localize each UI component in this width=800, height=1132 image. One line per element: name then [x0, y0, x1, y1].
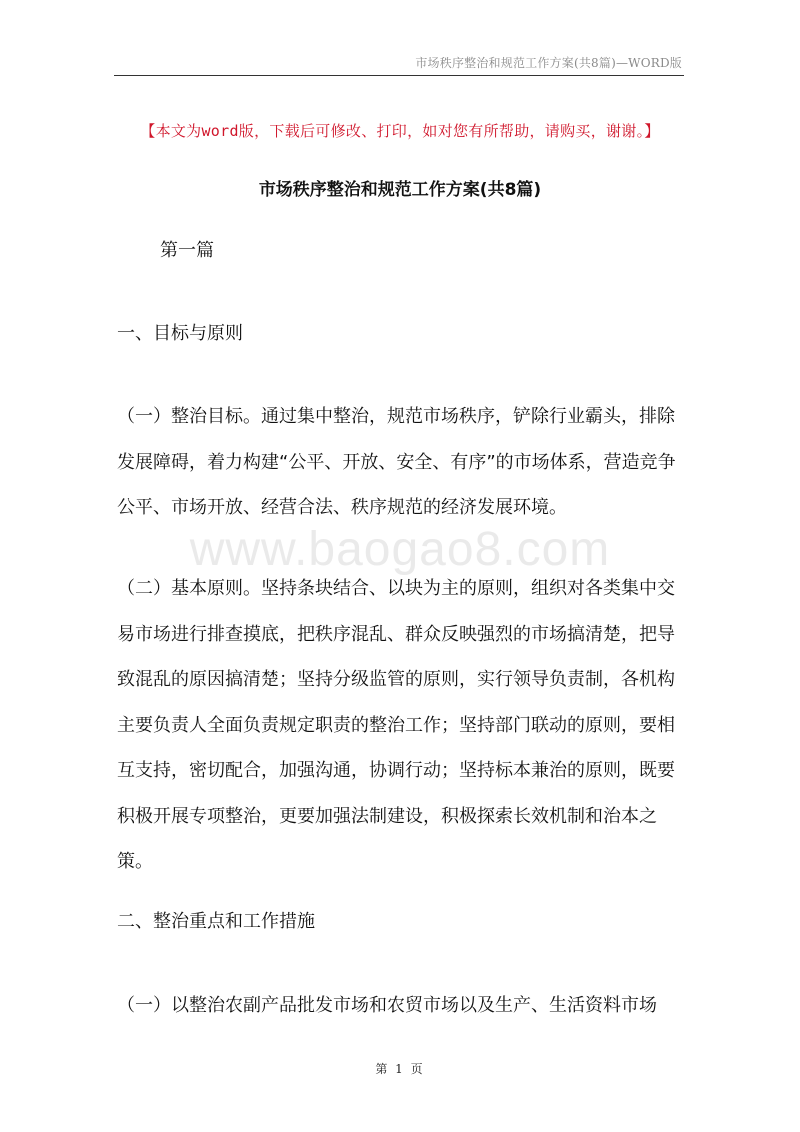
part-label: 第一篇: [160, 240, 214, 261]
paragraph-measures-start: （一）以整治农副产品批发市场和农贸市场以及生产、生活资料市场: [117, 995, 657, 1016]
page-number: 第 1 页: [375, 1062, 425, 1076]
section-heading-1: 一、目标与原则: [117, 323, 243, 344]
header-divider: [114, 75, 684, 76]
watermark-text: www.baogao8.com: [189, 523, 611, 576]
paragraph-principles: （二）基本原则。坚持条块结合、以块为主的原则，组织对各类集中交易市场进行排查摸底，把秩序混乱、群众反映强烈的市场搞清楚，把导致混乱的原因搞清楚；坚持分级监管的原则，实行领导负责制，各机构主要负责人全面负责规定职责的整治工作；坚持部门联动的原则，要相互支持，密切配合，加强沟通，协调行动；坚持标本兼治的原则，既要积极开展专项整治，更要加强法制建设，积极探索长效机制和治本之策。: [117, 578, 675, 872]
running-header: 市场秩序整治和规范工作方案(共8篇)—WORD版: [415, 56, 682, 70]
document-title: 市场秩序整治和规范工作方案(共8篇): [258, 180, 542, 200]
section-heading-2: 二、整治重点和工作措施: [117, 911, 315, 932]
purchase-notice: 【本文为word版，下载后可修改、打印，如对您有所帮助，请购买，谢谢。】: [140, 122, 660, 140]
paragraph-goals: （一）整治目标。通过集中整治，规范市场秩序，铲除行业霸头，排除发展障碍，着力构建“公平、开放、安全、有序”的市场体系，营造竞争公平、市场开放、经营合法、秩序规范的经济发展环境。: [117, 406, 676, 518]
